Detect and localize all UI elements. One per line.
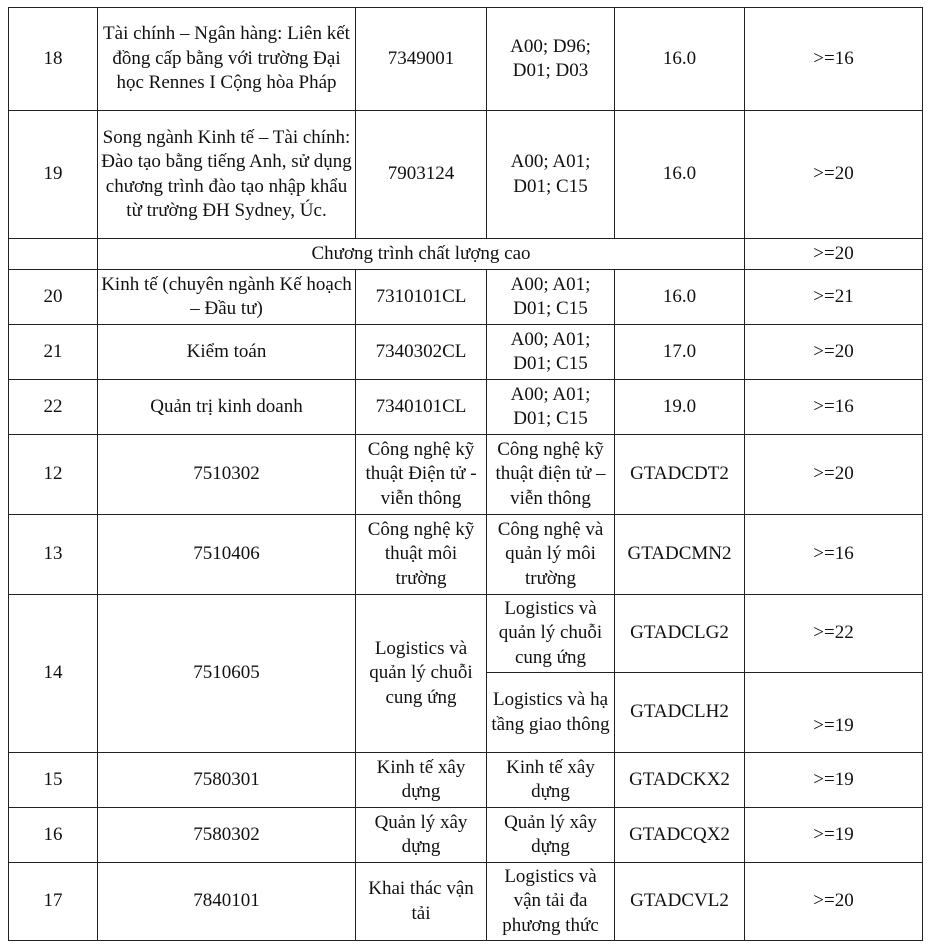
stt-cell: 22 [9,380,98,435]
major-code-cell: 7840101 [98,863,356,941]
major-code-cell: 7580301 [98,753,356,808]
score-cell: 16.0 [615,270,745,325]
stt-cell: 20 [9,270,98,325]
stt-cell: 12 [9,435,98,515]
major-code-cell: 7510406 [98,515,356,595]
program-code-cell: GTADCMN2 [615,515,745,595]
major-name-cell: Quản lý xây dựng [356,808,487,863]
stt-cell: 17 [9,863,98,941]
requirement-cell: >=16 [745,380,923,435]
table-row [9,8,923,111]
table-row [9,753,923,808]
subject-combos-cell: A00; A01; D01; C15 [487,111,615,239]
requirement-cell: >=16 [745,515,923,595]
admission-table [8,7,923,941]
major-code-cell: 7510605 [98,595,356,753]
stt-cell: 19 [9,111,98,239]
program-name-cell: Công nghệ và quản lý môi trường [487,515,615,595]
requirement-cell: >=20 [745,111,923,239]
requirement-cell: >=20 [745,325,923,380]
major-code-cell: 7349001 [356,8,487,111]
major-code-cell: 7340302CL [356,325,487,380]
table-row [9,863,923,941]
requirement-cell: >=20 [745,863,923,941]
table-row [9,435,923,515]
major-code-cell: 7510302 [98,435,356,515]
major-name-cell: Song ngành Kinh tế – Tài chính: Đào tạo bằng tiếng Anh, sử dụng chương trình đào tạo nhập khẩu từ trường ĐH Sydney, Úc. [98,111,356,239]
table-row [9,270,923,325]
requirement-cell: >=19 [745,808,923,863]
major-name-cell: Quản trị kinh doanh [98,380,356,435]
subject-combos-cell: A00; A01; D01; C15 [487,270,615,325]
table-row [9,380,923,435]
major-name-cell: Kinh tế xây dựng [356,753,487,808]
major-name-cell: Công nghệ kỹ thuật Điện tử - viễn thông [356,435,487,515]
major-name-cell: Kinh tế (chuyên ngành Kế hoạch – Đầu tư) [98,270,356,325]
major-code-cell: 7310101CL [356,270,487,325]
stt-cell: 18 [9,8,98,111]
section-title: Chương trình chất lượng cao [98,239,745,270]
score-cell: 17.0 [615,325,745,380]
major-name-cell: Công nghệ kỹ thuật môi trường [356,515,487,595]
program-name-cell: Logistics và quản lý chuỗi cung ứng [487,595,615,673]
program-code-cell: GTADCLH2 [615,673,745,753]
major-name-cell: Logistics và quản lý chuỗi cung ứng [356,595,487,753]
table-row [9,325,923,380]
empty-cell [9,239,98,270]
major-code-cell: 7580302 [98,808,356,863]
score-cell: 19.0 [615,380,745,435]
program-code-cell: GTADCKX2 [615,753,745,808]
table-row [9,595,923,673]
major-name-cell: Khai thác vận tải [356,863,487,941]
program-code-cell: GTADCVL2 [615,863,745,941]
score-cell: 16.0 [615,111,745,239]
stt-cell: 15 [9,753,98,808]
program-name-cell: Kinh tế xây dựng [487,753,615,808]
subject-combos-cell: A00; A01; D01; C15 [487,380,615,435]
section-row [9,239,923,270]
program-name-cell: Quản lý xây dựng [487,808,615,863]
table-row [9,111,923,239]
requirement-cell: >=19 [745,673,923,753]
requirement-cell: >=22 [745,595,923,673]
stt-cell: 13 [9,515,98,595]
major-code-cell: 7340101CL [356,380,487,435]
table-row [9,515,923,595]
subject-combos-cell: A00; A01; D01; C15 [487,325,615,380]
major-name-cell: Kiểm toán [98,325,356,380]
requirement-cell: >=20 [745,239,923,270]
program-code-cell: GTADCLG2 [615,595,745,673]
table-row [9,808,923,863]
stt-cell: 16 [9,808,98,863]
program-code-cell: GTADCQX2 [615,808,745,863]
stt-cell: 21 [9,325,98,380]
score-cell: 16.0 [615,8,745,111]
subject-combos-cell: A00; D96; D01; D03 [487,8,615,111]
program-name-cell: Công nghệ kỹ thuật điện tử – viễn thông [487,435,615,515]
requirement-cell: >=21 [745,270,923,325]
program-name-cell: Logistics và vận tải đa phương thức [487,863,615,941]
stt-cell: 14 [9,595,98,753]
program-name-cell: Logistics và hạ tầng giao thông [487,673,615,753]
requirement-cell: >=16 [745,8,923,111]
major-code-cell: 7903124 [356,111,487,239]
requirement-cell: >=19 [745,753,923,808]
major-name-cell: Tài chính – Ngân hàng: Liên kết đồng cấp bằng với trường Đại học Rennes I Cộng hòa Pháp [98,8,356,111]
program-code-cell: GTADCDT2 [615,435,745,515]
requirement-cell: >=20 [745,435,923,515]
